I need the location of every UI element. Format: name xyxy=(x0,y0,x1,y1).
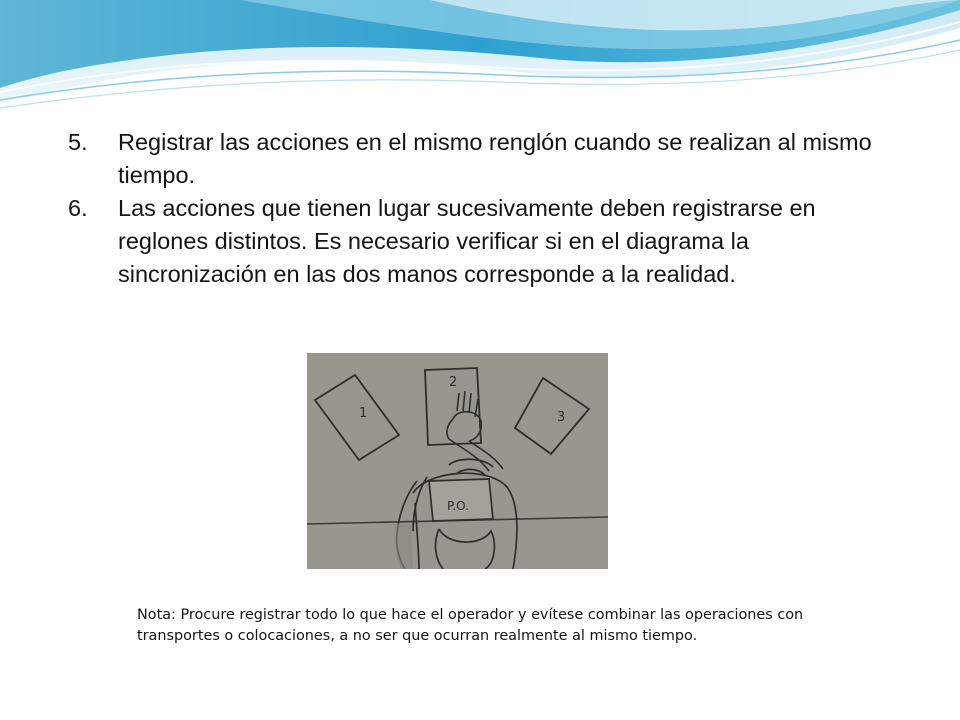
workstation-illustration xyxy=(307,353,608,569)
sheet-label: 2 xyxy=(449,375,458,390)
list-item xyxy=(68,126,888,192)
sheet-label: 1 xyxy=(359,406,368,421)
header-wave-decoration xyxy=(0,0,960,115)
item-number: 5. xyxy=(68,129,88,155)
operator-label: P.O. xyxy=(447,499,469,513)
list-item xyxy=(68,192,888,291)
item-number: 6. xyxy=(68,195,88,221)
item-text: Las acciones que tienen lugar sucesivamente deben registrarse en reglones distintos. Es necesario verificar si en el diagrama la sincronización en las dos manos corresponde a la realidad. xyxy=(118,195,816,287)
note-text: Nota: Procure registrar todo lo que hace el operador y evítese combinar las operaciones con transportes o colocaciones, a no ser que ocurran realmente al mismo tiempo. xyxy=(137,607,804,644)
instruction-list xyxy=(68,126,888,291)
sheet-label: 3 xyxy=(557,410,566,425)
item-text: Registrar las acciones en el mismo renglón cuando se realizan al mismo tiempo. xyxy=(118,129,872,188)
